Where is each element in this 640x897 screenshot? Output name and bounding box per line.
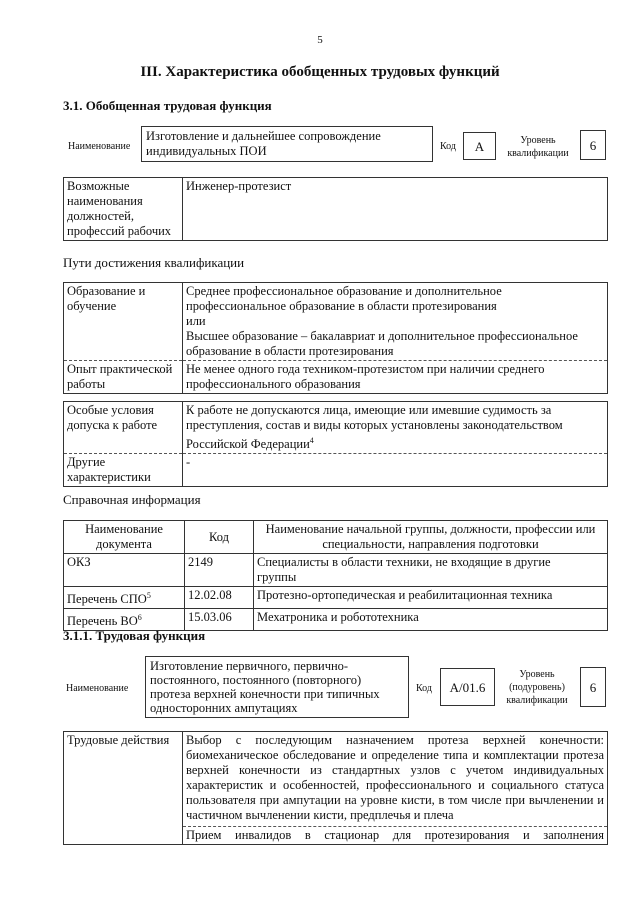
tf-level-label: Уровень (подуровень) квалификации <box>506 669 568 706</box>
reference-header: Код <box>185 521 254 554</box>
section-title: III. Характеристика обобщенных трудовых функций <box>140 64 500 80</box>
conditions-row-value: - <box>183 454 608 487</box>
actions-label: Трудовые действия <box>64 732 183 845</box>
conditions-row-label: Особые условия допуска к работе <box>64 402 183 454</box>
gtf-name-box: Изготовление и дальнейшее сопровождение индивидуальных ПОИ <box>141 126 433 162</box>
conditions-row-label: Другие характеристики <box>64 454 183 487</box>
gtf-heading: 3.1. Обобщенная трудовая функция <box>63 98 272 113</box>
reference-code: 2149 <box>185 554 254 587</box>
paths-row-value: Среднее профессиональное образование и дополнительное профессиональное образование в области протезирования или Высшее образование – бакалавриат и дополнительное профессиональное образование в области протезирования <box>183 283 608 361</box>
reference-doc: Перечень $ВО^6$ <box>64 609 185 631</box>
positions-label: Возможные наименования должностей, профессий рабочих <box>64 178 183 241</box>
actions-item: Выбор с последующим назначением протеза верхней конечности: биомеханическое обследование и определение типа и комплектации протеза верхней конечности из стандартных узлов с учетом индивидуальных характеристик и особенностей, профессионального и социального статуса пользователя при ампутации на уровне кисти, в том числе при вычленении и частичном вычленении кисти, предплечья и плеча <box>183 732 608 827</box>
gtf-code-box: A <box>463 132 496 160</box>
positions-table <box>63 177 608 241</box>
tf-heading: 3.1.1. Трудовая функция <box>63 628 206 643</box>
paths-row-value: Не менее одного года техником-протезистом при наличии среднего профессионального образования <box>183 361 608 394</box>
reference-table <box>63 520 608 631</box>
paths-table <box>63 282 608 394</box>
tf-code-box: A/01.6 <box>440 668 495 706</box>
tf-name-label: Наименование <box>66 683 129 694</box>
paths-row-label: Образование и обучение <box>64 283 183 361</box>
positions-value: Инженер-протезист <box>183 178 608 241</box>
reference-name: Протезно-ортопедическая и реабилитационная техника <box>254 587 608 609</box>
gtf-level-box: 6 <box>580 130 606 160</box>
paths-heading: Пути достижения квалификации <box>63 255 245 270</box>
reference-name: Мехатроника и робототехника <box>254 609 608 631</box>
reference-doc: Перечень СПО$^5$ <box>64 587 185 609</box>
gtf-level-label: Уровень квалификации <box>507 135 569 159</box>
gtf-code-label: Код <box>440 141 456 152</box>
tf-code-label: Код <box>416 683 432 694</box>
page-number: 5 <box>317 34 323 46</box>
tf-name-box: Изготовление первичного, первично- постоянного, постоянного (повторного) протеза верхней конечности при типичных односторонних ампутациях <box>145 656 409 718</box>
reference-doc: ОКЗ <box>64 554 185 587</box>
reference-code: 12.02.08 <box>185 587 254 609</box>
reference-name: Специалисты в области техники, не входящие в другие группы <box>254 554 608 587</box>
reference-header: Наименование документа <box>64 521 185 554</box>
actions-item: Прием инвалидов в стационар для протезирования и заполнения <box>183 827 608 845</box>
conditions-table <box>63 401 608 487</box>
tf-level-box: 6 <box>580 667 606 707</box>
reference-header: Наименование начальной группы, должности, профессии или специальности, направления подготовки <box>254 521 608 554</box>
gtf-name-label: Наименование <box>68 141 131 152</box>
paths-row-label: Опыт практической работы <box>64 361 183 394</box>
reference-heading: Справочная информация <box>63 492 201 507</box>
actions-table <box>63 731 608 845</box>
reference-code: 15.03.06 <box>185 609 254 631</box>
conditions-row-value: К работе не допускаются лица, имеющие или имевшие судимость за преступления, состав и виды которых установлены законодательством Российской Федерации$^4$ <box>183 402 608 454</box>
